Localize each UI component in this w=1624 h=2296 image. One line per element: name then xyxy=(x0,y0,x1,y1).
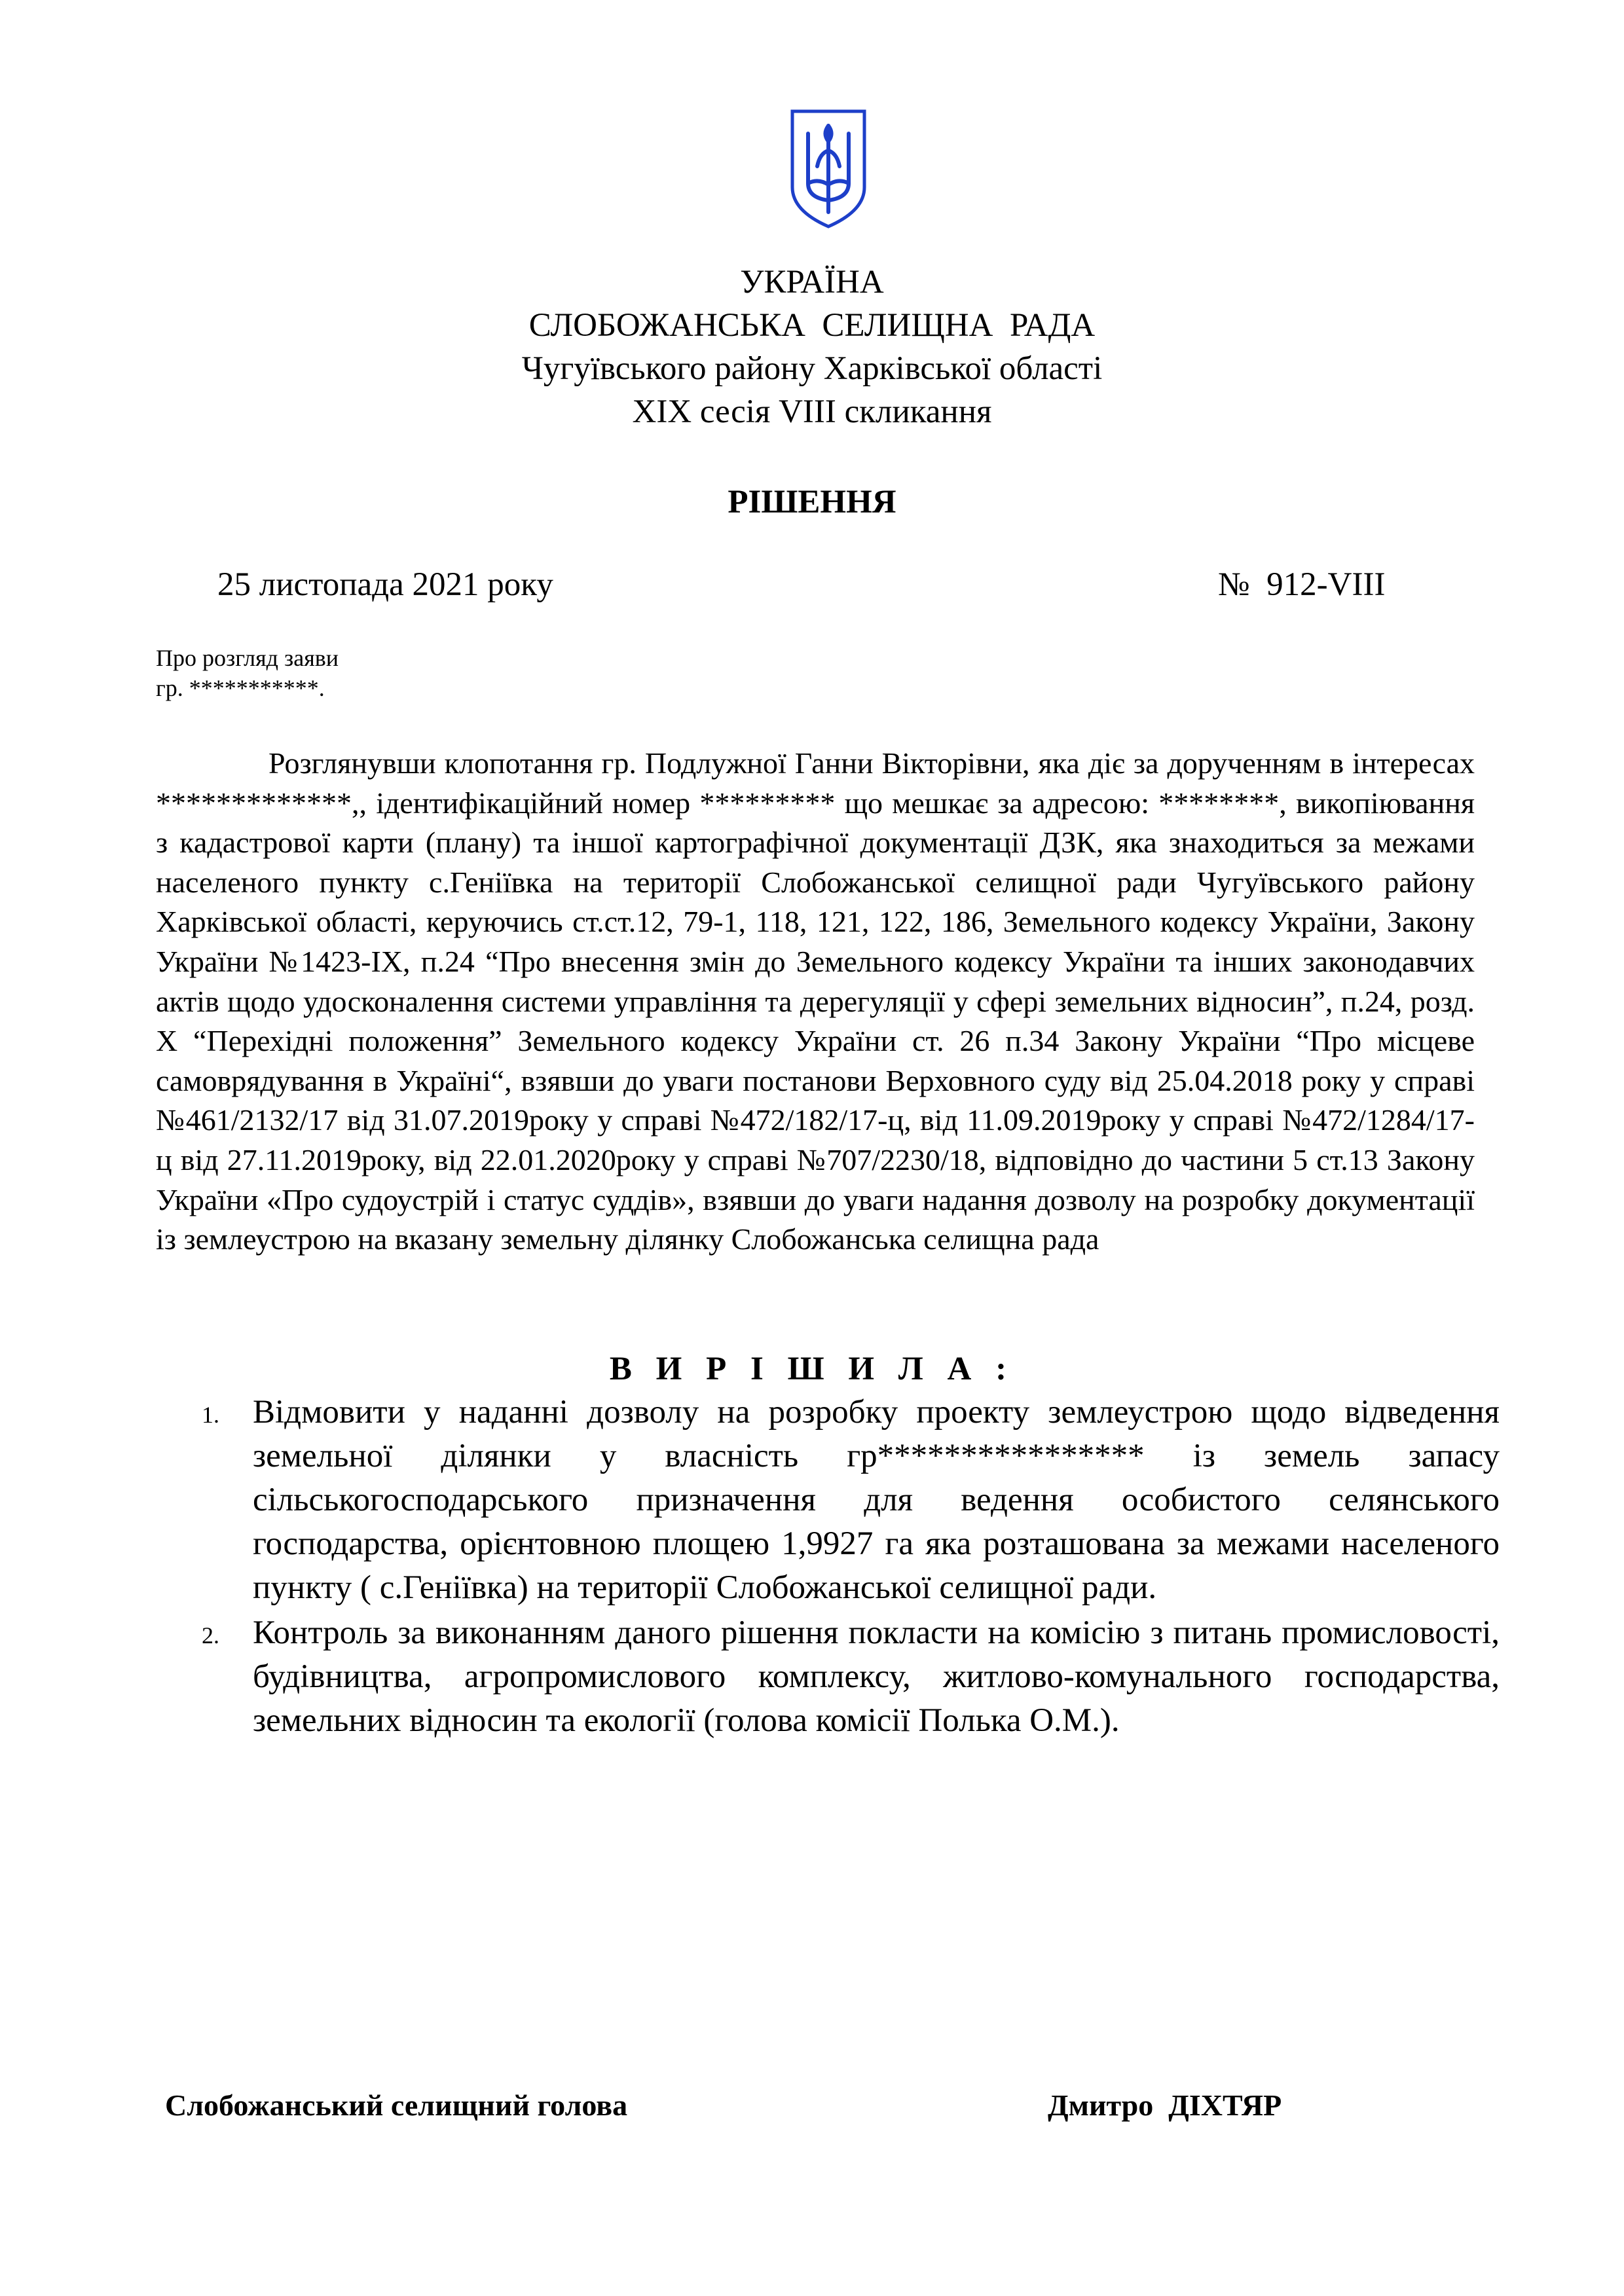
document-title: РІШЕННЯ xyxy=(728,484,896,520)
session-info: XIX сесія VIII скликання xyxy=(632,393,992,430)
decision-list xyxy=(156,1391,1500,1743)
document-header xyxy=(0,261,1624,433)
decided-heading: В И Р І Ш И Л А : xyxy=(609,1351,1015,1387)
decision-number: № 912-VIII xyxy=(1218,566,1386,603)
subject-line-2: гр. ***********. xyxy=(156,675,325,701)
decision-item xyxy=(156,1391,1500,1610)
signatory-name: Дмитро ДІХТЯР xyxy=(1048,2088,1282,2122)
country-name: УКРАЇНА xyxy=(740,264,884,301)
decision-date: 25 листопада 2021 року xyxy=(217,566,553,603)
decision-item-number: 2. xyxy=(202,1622,219,1649)
decision-item-number: 1. xyxy=(202,1402,219,1428)
coat-of-arms-icon xyxy=(788,107,868,230)
decision-item xyxy=(156,1611,1500,1743)
signatory-position: Слобожанський селищний голова xyxy=(165,2088,628,2122)
decision-item-text: Відмовити у наданні дозволу на розробку проекту землеустрою щодо відведення земельної ділянки у власність гр**************** із земель запасу сільськогосподарського призначення для ведення особистого селянського господарства, орієнтовною площею 1,9927 га яка розташована за межами населеного пункту ( с.Геніївка) на території Слобожанської селищної ради. xyxy=(253,1394,1500,1606)
decision-subject xyxy=(156,643,339,703)
preamble-paragraph: Розглянувши клопотання гр. Подлужної Ганни Вікторівни, яка діє за дорученням в інтересах *************,, ідентифікаційний номер ********* що мешкає за адресою: ********, викопіювання з кадастрової карти (плану) та іншої картографічної документації ДЗК, яка знаходиться за межами населеного пункту с.Геніївка на території Слобожанської селищної ради Чугуївського району Харківської області, керуючись ст.ст.12, 79-1, 118, 121, 122, 186, Земельного кодексу України, Закону України №1423-ІХ, п.24 “Про внесення змін до Земельного кодексу України та інших законодавчих актів щодо удосконалення системи управління та дерегуляції у сфері земельних відносин”, п.24, розд. Х “Перехідні положення” Земельного кодексу України ст. 26 п.34 Закону України “Про місцеве самоврядування в Україні“, взявши до уваги постанови Верховного суду від 25.04.2018 року у справі №461/2132/17 від 31.07.2019року у справі №472/182/17-ц, від 11.09.2019року у справі №472/1284/17-ц від 27.11.2019року, від 22.01.2020року у справі №707/2230/18, відповідно до частини 5 ст.13 Закону України «Про судоустрій і статус суддів», взявши до уваги надання дозволу на розробку документації із землеустрою на вказану земельну ділянку Слобожанська селищна рада xyxy=(156,746,1475,1256)
district-name: Чугуївського району Харківської області xyxy=(521,350,1103,387)
subject-line-1: Про розгляд заяви xyxy=(156,645,339,671)
council-name: СЛОБОЖАНСЬКА СЕЛИЩНА РАДА xyxy=(528,307,1096,344)
decision-item-text: Контроль за виконанням даного рішення покласти на комісію з питань промисловості, будівництва, агропромислового комплексу, житлово-комунального господарства, земельних відносин та екології (голова комісії Полька О.М.). xyxy=(253,1614,1500,1739)
